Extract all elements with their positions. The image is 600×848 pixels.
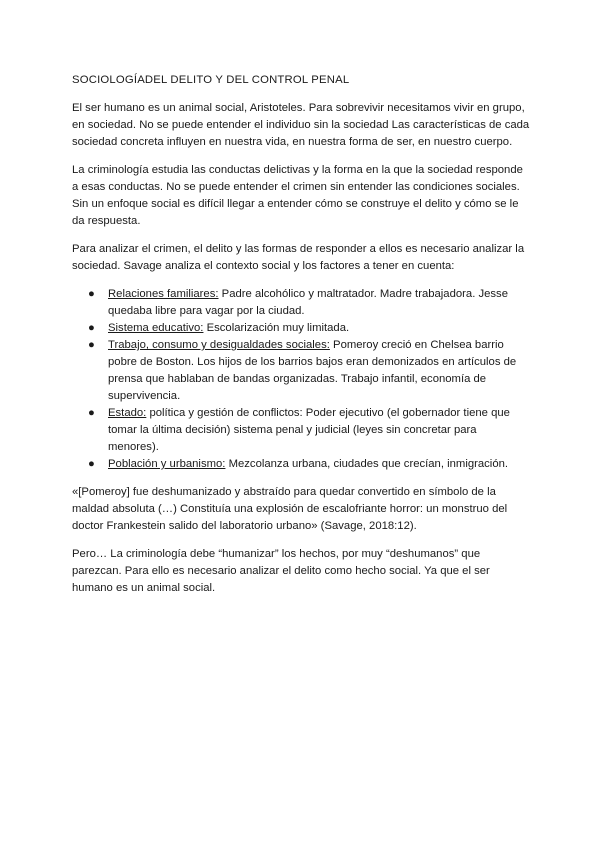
factor-text: política y gestión de conflictos: Poder ejecutivo (el gobernador tiene que tomar la última decisión) sistema penal y judicial (leyes sin concretar para menores). bbox=[108, 407, 510, 453]
factor-text: Padre alcohólico y maltratador. Madre trabajadora. Jesse quedaba libre para vagar por la ciudad. bbox=[108, 288, 508, 317]
list-item bbox=[88, 456, 530, 473]
factor-text: Pomeroy creció en Chelsea barrio pobre de Boston. Los hijos de los barrios bajos eran demonizados en artículos de prensa que hablaban de bandas organizadas. Trabajo infantil, economía de supervivencia. bbox=[108, 339, 517, 402]
list-item bbox=[88, 337, 530, 405]
intro-paragraph-1: El ser humano es un animal social, Aristoteles. Para sobrevivir necesitamos vivir en grupo, en sociedad. No se puede entender el individuo sin la sociedad Las características de cada sociedad concreta influyen en nuestra vida, en nuestra forma de ser, en nuestro cuerpo. bbox=[72, 102, 530, 148]
intro-paragraph-2: La criminología estudia las conductas delictivas y la forma en la que la sociedad responde a esas conductas. No se puede entender el crimen sin entender las condiciones sociales. Sin un enfoque social es difícil llegar a entender cómo se construye el delito y cómo se le da respuesta. bbox=[72, 164, 523, 227]
factor-text: Mezcolanza urbana, ciudades que crecían, inmigración. bbox=[225, 458, 509, 470]
bullet-icon: ● bbox=[88, 322, 95, 334]
list-item bbox=[88, 320, 530, 337]
factor-term: Estado: bbox=[108, 407, 147, 419]
factors-list bbox=[72, 286, 530, 473]
bullet-icon: ● bbox=[88, 407, 95, 419]
document-title: SOCIOLOGÍADEL DELITO Y DEL CONTROL PENAL bbox=[72, 74, 350, 86]
list-item bbox=[88, 286, 530, 320]
factor-term: Población y urbanismo: bbox=[108, 458, 226, 470]
bullet-icon: ● bbox=[88, 458, 95, 470]
conclusion-paragraph: Pero… La criminología debe “humanizar” los hechos, por muy “deshumanos” que parezcan. Para ello es necesario analizar el delito como hecho social. Ya que el ser humano es un animal social. bbox=[72, 548, 490, 594]
list-item bbox=[88, 405, 530, 456]
bullet-icon: ● bbox=[88, 288, 95, 300]
factor-term: Relaciones familiares: bbox=[108, 288, 219, 300]
factor-text: Escolarización muy limitada. bbox=[203, 322, 350, 334]
quote-paragraph: «[Pomeroy] fue deshumanizado y abstraído para quedar convertido en símbolo de la maldad absoluta (…) Constituía una explosión de escalofriante horror: un monstruo del doctor Frankestein salido del laboratorio urbano» (Savage, 2018:12). bbox=[72, 486, 508, 532]
factor-term: Sistema educativo: bbox=[108, 322, 204, 334]
intro-paragraph-3: Para analizar el crimen, el delito y las formas de responder a ellos es necesario analizar la sociedad. Savage analiza el contexto social y los factores a tener en cuenta: bbox=[72, 243, 525, 272]
factor-term: Trabajo, consumo y desigualdades sociales: bbox=[108, 339, 330, 351]
bullet-icon: ● bbox=[88, 339, 95, 351]
